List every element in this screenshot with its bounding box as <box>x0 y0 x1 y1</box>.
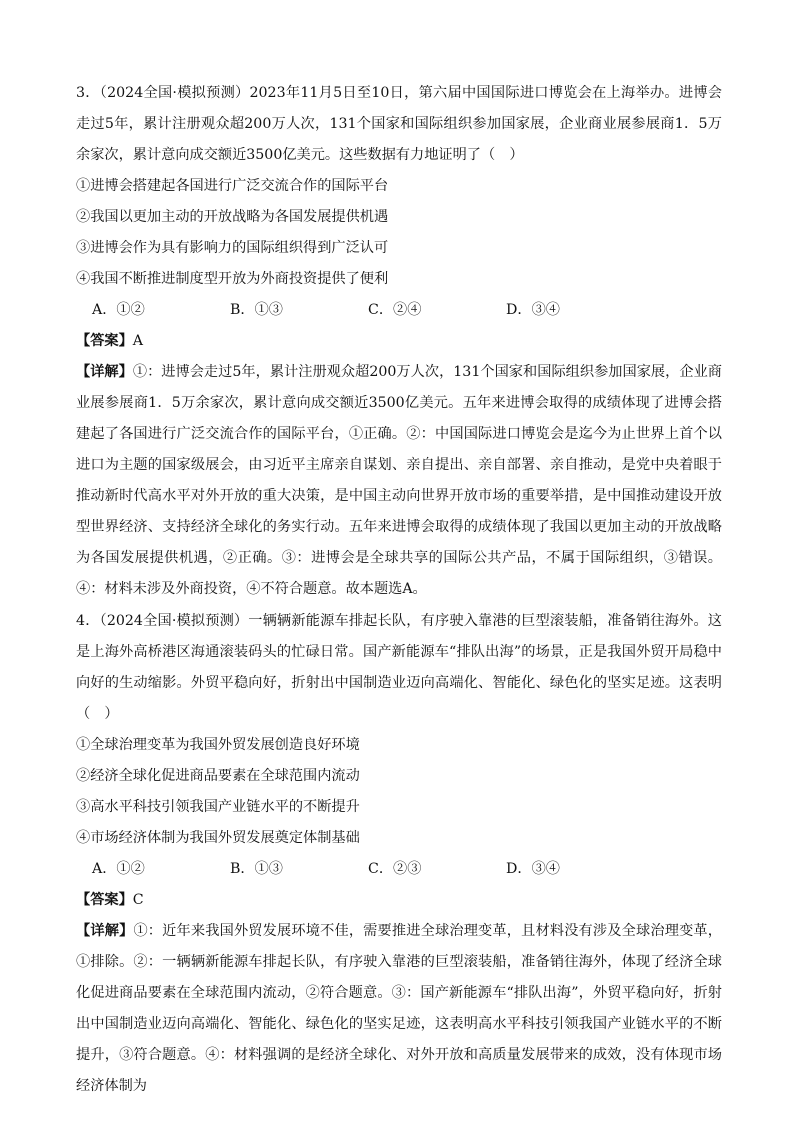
question-4-option-4: ④市场经济体制为我国外贸发展奠定体制基础 <box>76 830 360 846</box>
question-4-option-3: ③高水平科技引领我国产业链水平的不断提升 <box>76 799 360 815</box>
answer-label: 【答案】 <box>76 333 133 349</box>
question-4-option-2: ②经济全球化促进商品要素在全球范围内流动 <box>76 768 360 784</box>
question-3-option-3: ③进博会作为具有影响力的国际组织得到广泛认可 <box>76 240 389 256</box>
question-4-choices <box>76 854 722 885</box>
question-4-choice-b: B．①③ <box>230 861 283 877</box>
question-4-answer-value: C <box>132 892 144 908</box>
question-3-explanation <box>76 357 722 605</box>
question-4-choice-d: D．③④ <box>506 861 560 877</box>
question-3-answer <box>76 326 722 357</box>
question-4-explanation-text: ①：近年来我国外贸发展环境不佳，需要推进全球治理变革，且材料没有涉及全球治理变革，①排除。②：一辆辆新能源车排起长队，有序驶入靠港的巨型滚装船，准备销往海外，体现了经济全球化促进商品要素在全球范围内流动，②符合题意。③：国产新能源车“排队出海”，外贸平稳向好，折射出中国制造业迈向高端化、智能化、绿色化的坚实足迹，这表明高水平科技引领我国产业链水平的不断提升，③符合题意。④：材料强调的是经济全球化、对外开放和高质量发展带来的成效，没有体现市场经济体制为 <box>76 923 722 1094</box>
question-3-option-2: ②我国以更加主动的开放战略为各国发展提供机遇 <box>76 209 389 225</box>
question-3-option-1: ①进博会搭建起各国进行广泛交流合作的国际平台 <box>76 178 389 194</box>
question-3-choices <box>76 295 722 326</box>
question-3-option-4: ④我国不断推进制度型开放为外商投资提供了便利 <box>76 271 389 287</box>
explanation-label: 【详解】 <box>76 923 134 939</box>
question-3-answer-value: A <box>132 333 144 349</box>
question-3-choice-c: C．②④ <box>368 302 422 318</box>
question-3-stem: 3．（2024全国·模拟预测）2023年11月5日至10日，第六届中国国际进口博览会在上海举办。进博会走过5年，累计注册观众超200万人次，131个国家和国际组织参加国家展，企业商业展参展商1．5万余家次，累计意向成交额近3500亿美元。这些数据有力地证明了（ ） <box>76 85 722 163</box>
question-4-choice-a: A．①② <box>92 861 145 877</box>
question-3 <box>76 78 722 605</box>
question-3-choice-b: B．①③ <box>230 302 283 318</box>
question-4-choice-c: C．②③ <box>368 861 422 877</box>
question-4-explanation <box>76 916 722 1102</box>
answer-label: 【答案】 <box>76 892 133 908</box>
question-4 <box>76 606 722 1102</box>
question-4-option-1: ①全球治理变革为我国外贸发展创造良好环境 <box>76 737 360 753</box>
question-4-answer <box>76 885 722 916</box>
question-3-explanation-text: ①：进博会走过5年，累计注册观众超200万人次，131个国家和国际组织参加国家展，企业商业展参展商1．5万余家次，累计意向成交额近3500亿美元。五年来进博会取得的成绩体现了进博会搭建起了各国进行广泛交流合作的国际平台，①正确。②：中国国际进口博览会是迄今为止世界上首个以进口为主题的国家级展会，由习近平主席亲自谋划、亲自提出、亲自部署、亲自推动，是党中央着眼于推动新时代高水平对外开放的重大决策，是中国主动向世界开放市场的重要举措，是中国推动建设开放型世界经济、支持经济全球化的务实行动。五年来进博会取得的成绩体现了我国以更加主动的开放战略为各国发展提供机遇，②正确。③：进博会是全球共享的国际公共产品，不属于国际组织，③错误。④：材料未涉及外商投资，④不符合题意。故本题选A。 <box>76 364 722 597</box>
question-3-choice-a: A．①② <box>92 302 145 318</box>
question-4-stem: 4．（2024全国·模拟预测）一辆辆新能源车排起长队，有序驶入靠港的巨型滚装船，准备销往海外。这是上海外高桥港区海通滚装码头的忙碌日常。国产新能源车“排队出海”的场景，正是我国外贸开局稳中向好的生动缩影。外贸平稳向好，折射出中国制造业迈向高端化、智能化、绿色化的坚实足迹。这表明（ ） <box>76 613 722 722</box>
explanation-label: 【详解】 <box>76 364 133 380</box>
question-3-choice-d: D．③④ <box>506 302 560 318</box>
